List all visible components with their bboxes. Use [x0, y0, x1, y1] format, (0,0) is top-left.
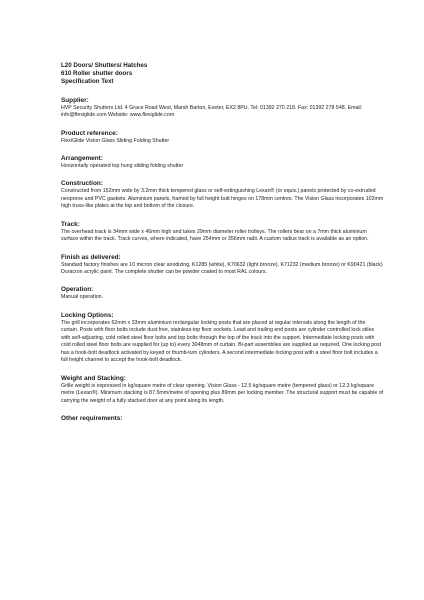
section-heading: Supplier:	[61, 96, 89, 104]
section-code: L20 Doors/ Shutters/ Hatches	[61, 62, 148, 69]
section-heading: Weight and Stacking:	[61, 374, 126, 382]
section-heading: Other requirements:	[61, 415, 123, 423]
section-track	[61, 221, 384, 244]
section-body: FlexiGlide Vision Glass Sliding Folding Shutter	[61, 137, 170, 144]
document-type: Specification Text	[61, 78, 114, 86]
section-weight-stacking	[61, 375, 384, 406]
section-locking-options	[61, 312, 384, 365]
section-heading: Locking Options:	[61, 311, 114, 319]
section-heading: Finish as delivered:	[61, 253, 121, 261]
document-header	[61, 62, 384, 87]
section-product-reference	[61, 130, 384, 146]
section-heading: Product reference:	[61, 129, 118, 137]
section-arrangement	[61, 155, 384, 171]
subsection-code: 610 Roller shutter doors	[61, 70, 133, 78]
section-operation	[61, 286, 384, 302]
section-body: Manual operation.	[61, 294, 104, 301]
section-body: HVP Security Shutters Ltd. 4 Grace Road West, Marsh Barton, Exeter, EX2 8PU. Tel: 01392 270 218. Fax: 01392 278 548. Email: info@flexiglide.com Website: www.flexiglide.com	[61, 104, 363, 119]
section-other-requirements	[61, 415, 384, 423]
section-body: Horizontally operated top hung sliding folding shutter	[61, 162, 184, 169]
section-heading: Arrangement:	[61, 154, 103, 162]
section-body: The overhead track is 34mm wide x 46mm high and takes 29mm diameter roller trolleys. The rollers bear on a 7mm thick aluminium surface within the track. Track curves, where indicated, have 254mm or 356mm radii. A custom radius track is available as an option.	[61, 228, 369, 243]
section-body: Standard factory finishes are 10 micron clear anodizing, K1285 (white), K70632 (light bronze), K71232 (medium bronze) or K90421 (black) Duracron acrylic paint. The complete shutter can be powder coated to most RAL colours.	[61, 261, 383, 276]
section-heading: Operation:	[61, 286, 94, 294]
section-body: Grille weight is expressed in kg/square metre of clear opening. Vision Glass - 12.5 kg/square metre (tempered glass) or 12.3 kg/square metre (Lexan®). Minimum stacking is 87.5mm/metre of opening plus 89mm per locking member. The structural support must be capable of carrying the weight of a fully stacked door at any point along its length.	[61, 382, 384, 404]
section-supplier	[61, 97, 384, 120]
section-heading: Construction:	[61, 180, 103, 188]
section-finish	[61, 254, 384, 277]
section-body: Constructed from 152mm wide by 3.2mm thick tempered glass or self-extinguishing Lexan® (or equiv.) panels protected by co-extruded neoprene and PVC gaskets. Aluminium panels, framed by full height butt hinges on 178mm centres. The Vision Glass incorporates 102mm high truss-like plates at the top and bottom of the closure.	[61, 188, 384, 210]
section-heading: Track:	[61, 220, 80, 228]
section-construction	[61, 180, 384, 211]
section-body: The grill incorporates 62mm x 33mm aluminium rectangular locking posts that are placed at regular intervals along the length of the curtain. Posts with floor bolts include dust free, stainless-top floor sockets. Lead and trailing end posts are cylinder controlled lock stiles with self-adjusting, cold rolled steel floor bolts and top bolts through the top of the track into the support. Intermediate locking posts with cold rolled steel floor bolts are supplied for (up to) every 3048mm of curtain. Bi-part assemblies are supplied as required. One locking post has a hook-bolt deadlock activated by keyed or thumb-turn cylinders. A second intermediate locking post with a steel floor bolt includes a full height channel to accept the hook-bolt deadlock.	[61, 319, 382, 364]
